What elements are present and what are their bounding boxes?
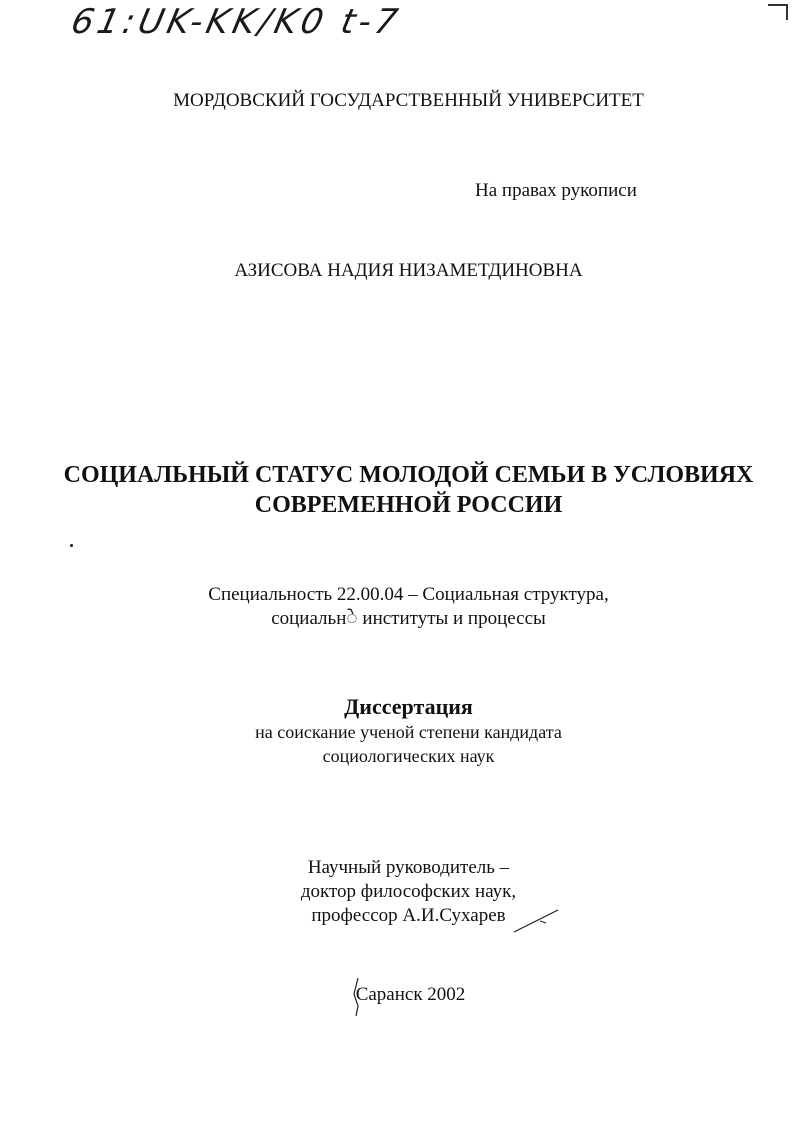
archive-code-handwritten: 61:UK-KK/K0 t-7 xyxy=(67,2,406,42)
city-year: Саранск 2002 xyxy=(355,984,466,1005)
supervisor-line-2: доктор философских наук, xyxy=(300,881,517,902)
degree-line-2: социологических наук xyxy=(322,746,495,766)
dissertation-heading: Диссертация xyxy=(344,694,473,719)
title-line-2: СОВРЕМЕННОЙ РОССИИ xyxy=(254,492,563,518)
dissertation-title xyxy=(12,460,793,520)
university-name: МОРДОВСКИЙ ГОСУДАРСТВЕННЫЙ УНИВЕРСИТЕТ xyxy=(173,90,644,111)
specialty-line-1: Специальность 22.00.04 – Социальная структура, xyxy=(208,584,609,605)
signature-mark xyxy=(512,905,560,935)
supervisor-line-3: профессор А.И.Сухарев xyxy=(311,905,506,926)
rights-note: На правах рукописи xyxy=(475,180,637,201)
degree-line-1: на соискание ученой степени кандидата xyxy=(255,722,562,742)
supervisor-line-1: Научный руководитель – xyxy=(307,857,510,878)
specialty-line-2: социальнे институты и процессы xyxy=(271,608,546,629)
supervisor-block xyxy=(12,856,793,928)
author-name: АЗИСОВА НАДИЯ НИЗАМЕТДИНОВНА xyxy=(234,260,583,281)
title-line-1: СОЦИАЛЬНЫЙ СТАТУС МОЛОДОЙ СЕМЬИ В УСЛОВИЯХ xyxy=(63,462,754,488)
degree-description xyxy=(12,720,793,768)
corner-mark xyxy=(768,4,788,20)
specialty xyxy=(12,583,793,631)
scan-speck xyxy=(70,544,73,547)
